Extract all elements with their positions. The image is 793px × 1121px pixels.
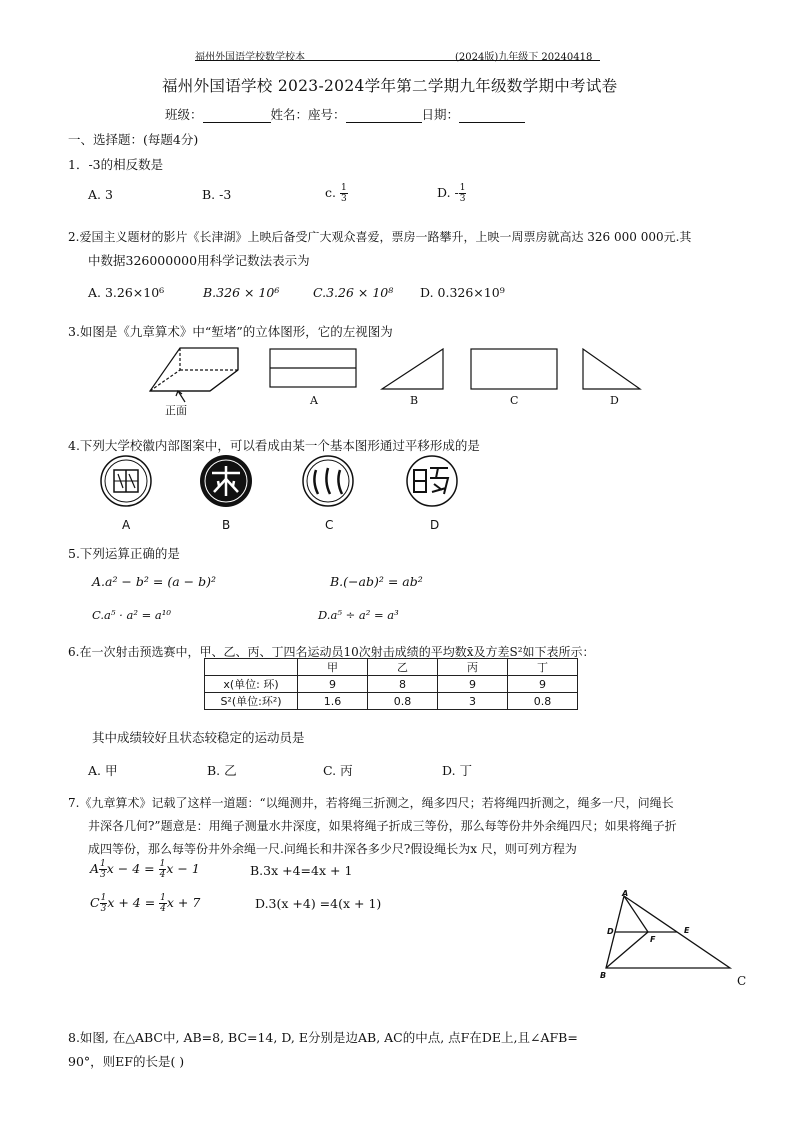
q7-c-label: C — [90, 895, 100, 910]
label-c: C — [737, 974, 747, 988]
q5-option-b: B.(−ab)² = ab² — [330, 574, 423, 589]
class-label: 班级： — [165, 107, 203, 122]
q7-line3: 成四等份，那么每等份井外余绳一尺.问绳长和井深各多少尺?假设绳长为x 尺，则可列方程为 — [88, 842, 577, 856]
q7-option-b: B.3x +4=4x + 1 — [250, 863, 353, 878]
q2-option-d: D. 0.326×10⁹ — [420, 285, 505, 300]
table-cell: 0.8 — [508, 693, 578, 710]
table-cell: 丙 — [438, 659, 508, 676]
header-left: 福州外国语学校数学校本 — [195, 52, 305, 63]
q2-line2: 中数据326000000用科学记数法表示为 — [88, 253, 310, 268]
q2-line1: 2.爱国主义题材的影片《长津湖》上映后备受广大观众喜爱，票房一路攀升，上映一周票房就高达 326 000 000元.其 — [68, 230, 692, 244]
seal-a — [101, 456, 151, 506]
q5-option-d: D.a⁵ ÷ a² = a³ — [318, 608, 399, 622]
q6-question: 其中成绩较好且状态较稳定的运动员是 — [92, 730, 305, 745]
table-cell: 乙 — [368, 659, 438, 676]
q3-label-a: A — [310, 394, 318, 407]
table-cell — [205, 659, 298, 676]
frac-num: 1 — [100, 859, 106, 869]
q3-label-d: D — [610, 394, 619, 407]
seal-c — [303, 456, 353, 506]
q6-option-b: B. 乙 — [207, 763, 237, 778]
table-cell: 丁 — [508, 659, 578, 676]
table-cell: S²(单位:环²) — [205, 693, 298, 710]
seal-d — [407, 456, 457, 506]
section-heading: 一、选择题：(每题4分) — [68, 132, 199, 147]
q1-option-b: B. -3 — [202, 187, 232, 202]
q6-option-d: D. 丁 — [442, 763, 473, 778]
q1-d-label: D. - — [437, 185, 459, 200]
date-label: 日期： — [421, 107, 460, 122]
q1-option-a: A. 3 — [88, 187, 113, 202]
label-e: E — [684, 926, 690, 935]
table-cell: 3 — [438, 693, 508, 710]
table-cell: 0.8 — [368, 693, 438, 710]
q1-d-fraction — [459, 183, 467, 204]
frac-den: 4 — [160, 904, 166, 914]
q7-a-end: x − 1 — [166, 861, 200, 876]
q2-option-c: C.3.26 × 10⁸ — [313, 285, 394, 300]
page-title: 福州外国语学校 2023-2024学年第二学期九年级数学期中考试卷 — [162, 77, 618, 95]
seat-blank[interactable] — [346, 110, 422, 123]
header-right: (2024版)九年级下 20240418 — [455, 52, 593, 63]
table-row — [205, 676, 578, 693]
info-line — [165, 105, 525, 123]
q1-c-fraction — [340, 183, 348, 204]
frac-den: 3 — [340, 194, 347, 204]
q7-line2: 井深各几何?”题意是：用绳子测量水井深度，如果将绳子折成三等份，那么每等份井外余绳四尺；如果将绳子折 — [88, 819, 677, 833]
q7-a-frac1 — [99, 859, 107, 880]
q8-line2: 90°，则EF的长是( ) — [68, 1054, 185, 1069]
view-c — [471, 349, 557, 389]
q4-label-a: A — [122, 518, 131, 532]
table-cell: 9 — [508, 676, 578, 693]
q6-stem: 6.在一次射击预选赛中，甲、乙、丙、丁四名运动员10次射击成绩的平均数x̄及方差S²如下表所示： — [68, 645, 595, 659]
frac-num: 1 — [159, 859, 166, 869]
q8-line1: 8.如图, 在△ABC中, AB=8, BC=14, D, E分别是边AB, AC的中点, 点F在DE上,且∠AFB= — [68, 1030, 578, 1045]
q2-option-b: B.326 × 10⁶ — [203, 285, 280, 300]
table-cell: 9 — [298, 676, 368, 693]
q4-label-d: D — [430, 518, 440, 532]
frac-den: 4 — [159, 870, 166, 880]
q4-stem: 4.下列大学校徽内部图案中，可以看成由某一个基本图形通过平移形成的是 — [68, 438, 480, 453]
q1-option-c — [325, 183, 348, 204]
frac-den: 3 — [100, 904, 107, 914]
table-cell: 1.6 — [298, 693, 368, 710]
table-cell: 9 — [438, 676, 508, 693]
frac-num: 1 — [459, 183, 466, 193]
q7-a-label: A — [90, 861, 100, 876]
date-blank[interactable] — [459, 110, 525, 123]
q7-option-a — [90, 859, 200, 880]
q6-option-c: C. 丙 — [323, 763, 353, 778]
q3-figures — [140, 338, 660, 418]
q1-stem: 1．-3的相反数是 — [68, 157, 164, 172]
label-f: F — [650, 935, 656, 944]
label-d: D — [607, 927, 614, 936]
class-blank[interactable] — [203, 110, 271, 123]
seal-b — [200, 455, 252, 507]
q3-label-b: B — [410, 394, 419, 407]
view-b — [382, 349, 443, 389]
q1-option-d — [437, 183, 466, 204]
q4-seals — [98, 452, 468, 514]
frac-num: 1 — [160, 893, 166, 903]
q7-a-mid: x − 4 = — [106, 861, 159, 876]
view-a — [270, 349, 356, 387]
table-cell: x(单位: 环) — [205, 676, 298, 693]
table-row — [205, 693, 578, 710]
prism-figure — [150, 348, 238, 402]
label-b: B — [600, 971, 607, 980]
q6-table — [204, 658, 578, 710]
q4-label-b: B — [222, 518, 231, 532]
q7-line1: 7.《九章算术》记载了这样一道题：“以绳测井，若将绳三折测之，绳多四尺；若将绳四折测之，绳多一尺，问绳长 — [68, 796, 674, 810]
q2-option-a: A. 3.26×10⁶ — [88, 285, 165, 300]
table-cell: 甲 — [298, 659, 368, 676]
q7-c-mid: x + 4 = — [107, 895, 160, 910]
q5-option-c: C.a⁵ · a² = a¹⁰ — [92, 608, 171, 622]
q7-option-d: D.3(x +4) =4(x + 1) — [255, 896, 382, 911]
name-label: 姓名： — [270, 107, 309, 122]
frac-den: 3 — [459, 194, 466, 204]
view-d — [583, 349, 640, 389]
q7-c-frac2 — [159, 893, 167, 914]
q3-stem: 3.如图是《九章算术》中“堑堵”的立体图形，它的左视图为 — [68, 324, 393, 339]
q3-front-label: 正面 — [165, 404, 187, 417]
triangle-figure — [596, 888, 766, 988]
frac-den: 3 — [100, 870, 106, 880]
q6-option-a: A. 甲 — [88, 763, 118, 778]
q5-stem: 5.下列运算正确的是 — [68, 546, 180, 561]
label-a: A — [622, 889, 629, 898]
q3-label-c: C — [510, 394, 519, 407]
frac-num: 1 — [340, 183, 347, 193]
frac-num: 1 — [100, 893, 107, 903]
q4-label-c: C — [325, 518, 334, 532]
table-cell: 8 — [368, 676, 438, 693]
q7-option-c — [90, 893, 200, 914]
q5-option-a: A.a² − b² = (a − b)² — [92, 574, 216, 589]
table-row — [205, 659, 578, 676]
q1-c-label: c. — [325, 185, 336, 200]
q7-c-end: x + 7 — [166, 895, 201, 910]
seat-label: 座号： — [308, 107, 346, 122]
